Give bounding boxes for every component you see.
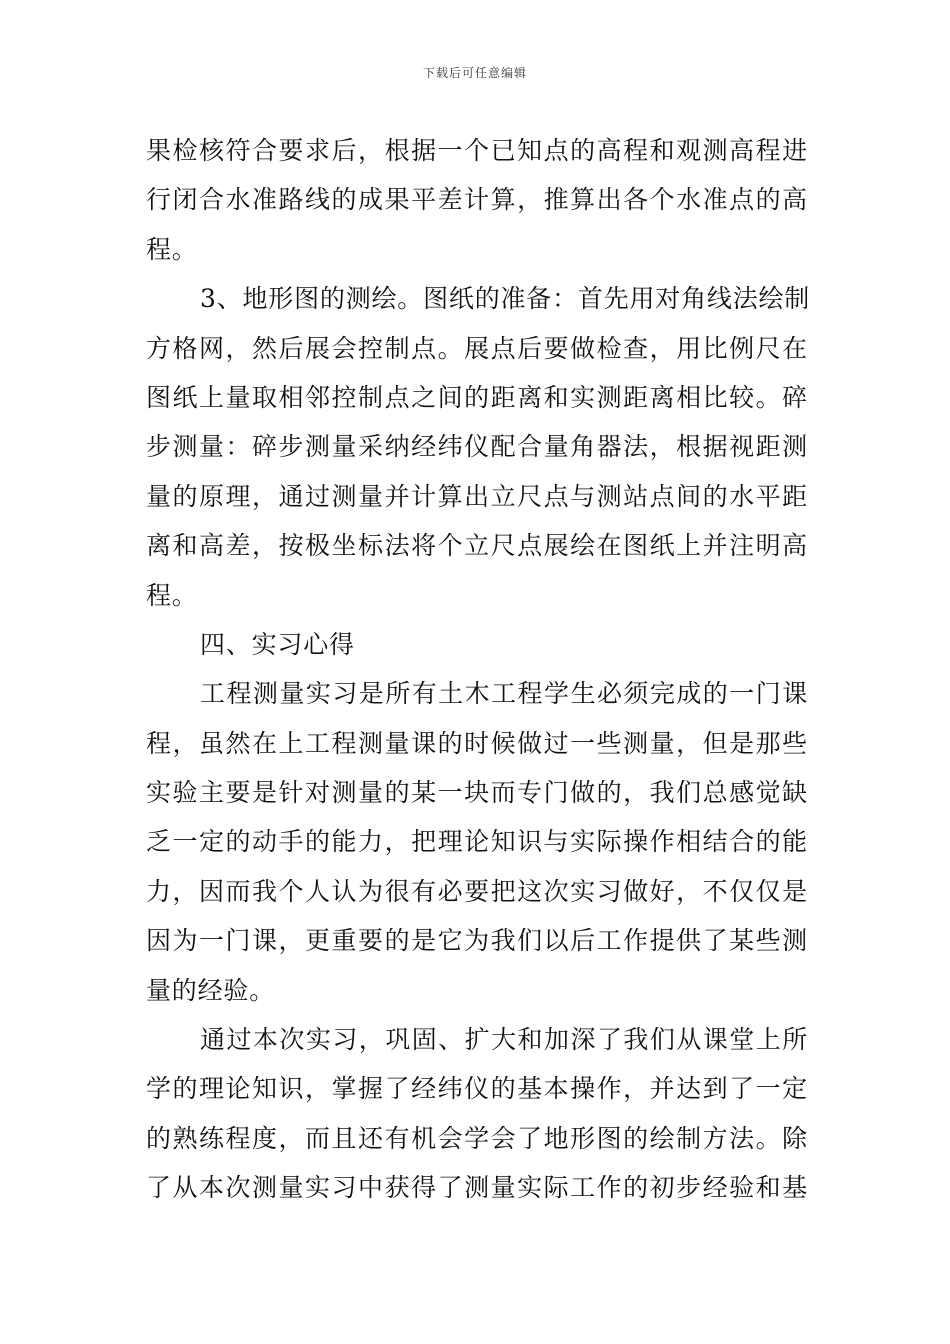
paragraph-line: 程。 <box>146 580 198 610</box>
paragraph-line: 行闭合水准路线的成果平差计算，推算出各个水准点的高 <box>146 185 808 215</box>
paragraph-line: 程。 <box>146 234 198 264</box>
paragraph-line: 图纸上量取相邻控制点之间的距离和实测距离相比较。碎 <box>146 382 808 412</box>
paragraph-line: 量的经验。 <box>146 975 276 1005</box>
paragraph-line: 步测量：碎步测量采纳经纬仪配合量角器法，根据视距测 <box>146 432 808 462</box>
paragraph-line: 方格网，然后展会控制点。展点后要做检查，用比例尺在 <box>146 333 808 363</box>
paragraph-line: 工程测量实习是所有土木工程学生必须完成的一门课 <box>200 679 808 709</box>
paragraph-line: 学的理论知识，掌握了经纬仪的基本操作，并达到了一定 <box>146 1074 808 1104</box>
section-heading: 四、实习心得 <box>200 629 355 659</box>
paragraph-line: 因为一门课，更重要的是它为我们以后工作提供了某些测 <box>146 926 808 956</box>
paragraph-line: 的熟练程度，而且还有机会学会了地形图的绘制方法。除 <box>146 1123 808 1153</box>
page-header: 下载后可任意编辑 <box>422 66 527 80</box>
paragraph-line: 了从本次测量实习中获得了测量实际工作的初步经验和基 <box>146 1173 808 1203</box>
paragraph-line: 程，虽然在上工程测量课的时候做过一些测量，但是那些 <box>146 728 808 758</box>
paragraph-line: 果检核符合要求后，根据一个已知点的高程和观测高程进 <box>146 136 808 165</box>
paragraph-line: 通过本次实习，巩固、扩大和加深了我们从课堂上所 <box>200 1025 808 1055</box>
paragraph-line: 乏一定的动手的能力，把理论知识与实际操作相结合的能 <box>146 827 808 857</box>
paragraph-line: 力，因而我个人认为很有必要把这次实习做好，不仅仅是 <box>146 876 808 906</box>
paragraph-line: 实验主要是针对测量的某一块而专门做的，我们总感觉缺 <box>146 778 808 808</box>
paragraph-line: 3、地形图的测绘。图纸的准备：首先用对角线法绘制 <box>200 284 811 314</box>
paragraph-line: 离和高差，按极坐标法将个立尺点展绘在图纸上并注明高 <box>146 531 808 561</box>
document-body <box>146 126 811 1213</box>
paragraph-line: 量的原理，通过测量并计算出立尺点与测站点间的水平距 <box>146 481 808 511</box>
